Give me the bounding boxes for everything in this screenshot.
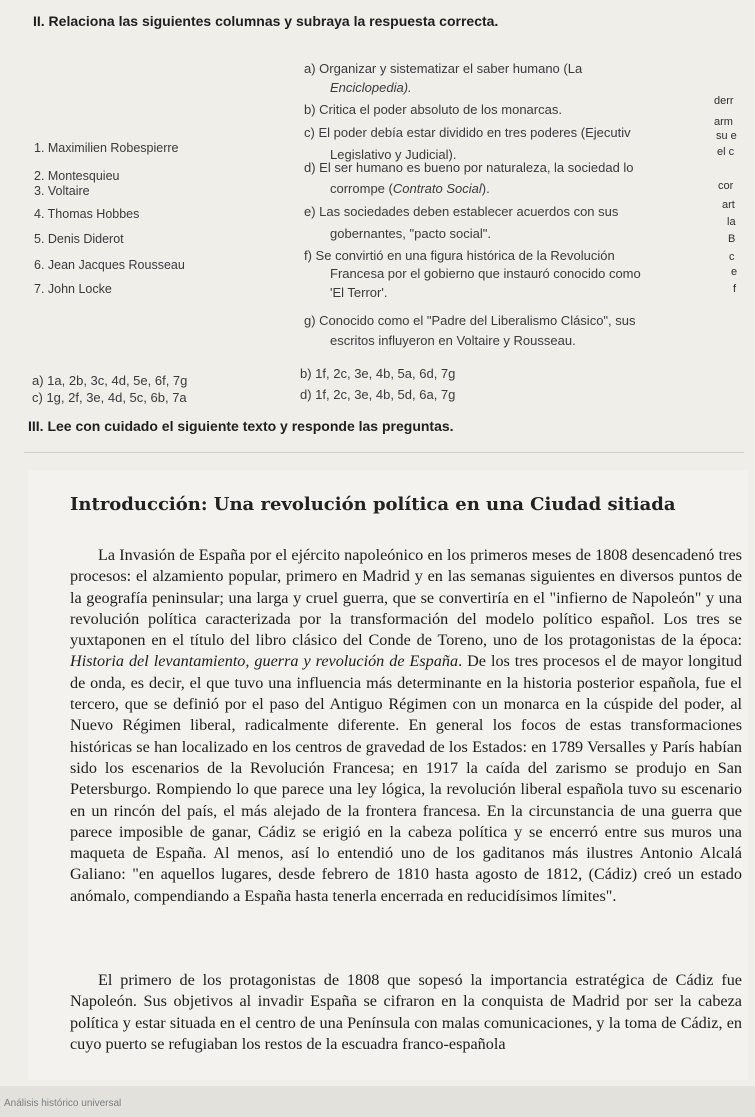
statement-c-line1: c) El poder debía estar dividido en tres poderes (Ejecutiv xyxy=(304,125,631,140)
statement-f-line1: f) Se convirtió en una figura histórica de la Revolución xyxy=(304,248,615,263)
statement-d-line2: corrompe (Contrato Social). xyxy=(330,181,490,196)
section-2-title: II. Relaciona las siguientes columnas y subraya la respuesta correcta. xyxy=(33,13,499,29)
answer-option-b[interactable]: b) 1f, 2c, 3e, 4b, 5a, 6d, 7g xyxy=(300,366,456,381)
answer-option-a[interactable]: a) 1a, 2b, 3c, 4d, 5e, 6f, 7g xyxy=(32,373,188,388)
statement-a-line1: a) Organizar y sistematizar el saber humano (La xyxy=(304,61,583,76)
reading-paragraph-1: La Invasión de España por el ejército napoleónico en los primeros meses de 1808 desencadenó tres procesos: el alzamiento popular, primero en Madrid y en las semanas siguientes en diversos puntos de la geografía peninsular; una larga y cruel guerra, que se convertiría en el "infierno de Napoleón" y una revolución política caracterizada por la transformación del modelo político español. Los tres se yuxtaponen en el título del libro clásico del Conde de Toreno, uno de los protagonistas de la época: Historia del levantamiento, guerra y revolución de España. De los tres procesos el de mayor longitud de onda, es decir, el que tuvo una influencia más determinante en la historia posterior española, fue el tercero, que se definió por el paso del Antiguo Régimen con un monarca en la cúspide del poder, al Nuevo Régimen liberal, radicalmente diferente. En general los focos de estas transformaciones históricas se han localizado en los centros de gravedad de los Estados: en 1789 Versalles y París habían sido los escenarios de la Revolución Francesa; en 1917 la caída del zarismo se produjo en San Petersburgo. Rompiendo lo que parece una ley lógica, la revolución liberal española tuvo su escenario en un rincón del país, el más alejado de la frontera francesa. En la circunstancia de una guerra que parece imposible de ganar, Cádiz se erigió en la cabeza política y se encerró entre sus muros una maqueta de España. Al menos, así lo entendió uno de los gaditanos más ilustres Antonio Alcalá Galiano: "en aquellos lugares, desde febrero de 1810 hasta agosto de 1812, (Cádiz) creó un estado anómalo, compendiando a España hasta tenerla encerrada en reducidísimos límites". xyxy=(70,546,742,905)
fragment-text: el c xyxy=(717,146,735,158)
person-4: 4. Thomas Hobbes xyxy=(34,207,140,221)
reading-paragraph-2: El primero de los protagonistas de 1808 que sopesó la importancia estratégica de Cádiz fue Napoleón. Sus objetivos al invadir España se cifraron en la conquista de Madrid por ser la cabeza política y estar situada en el centro de una Península con malas comunicaciones, y la toma de Cádiz, en cuyo puerto se refugiaban los restos de la escuadra franco-española xyxy=(70,971,742,1053)
divider xyxy=(24,452,744,453)
section-3-title: III. Lee con cuidado el siguiente texto y responde las preguntas. xyxy=(28,418,454,434)
fragment-text: art xyxy=(722,199,735,211)
statement-b: b) Critica el poder absoluto de los monarcas. xyxy=(304,102,562,117)
fragment-text: f xyxy=(733,283,737,295)
statement-f-line2: Francesa por el gobierno que instauró conocido como xyxy=(330,266,641,281)
person-1: 1. Maximilien Robespierre xyxy=(34,141,179,155)
person-5: 5. Denis Diderot xyxy=(34,232,124,246)
reading-title: Introducción: Una revolución política en una Ciudad sitiada xyxy=(70,494,676,515)
answer-option-c[interactable]: c) 1g, 2f, 3e, 4d, 5c, 6b, 7a xyxy=(32,390,187,405)
fragment-text: la xyxy=(727,216,736,228)
footer-text: Análisis histórico universal xyxy=(4,1098,122,1109)
statement-d-line1: d) El ser humano es bueno por naturaleza, la sociedad lo xyxy=(304,160,634,175)
person-7: 7. John Locke xyxy=(34,282,112,296)
fragment-text: cor xyxy=(718,180,734,192)
person-3: 3. Voltaire xyxy=(34,184,90,198)
answer-option-d[interactable]: d) 1f, 2c, 3e, 4b, 5d, 6a, 7g xyxy=(300,387,456,402)
person-6: 6. Jean Jacques Rousseau xyxy=(34,258,185,272)
fragment-text: c xyxy=(729,251,735,263)
fragment-text: arm xyxy=(714,116,733,128)
statement-e-line2: gobernantes, "pacto social". xyxy=(330,226,491,241)
fragment-text: su e xyxy=(716,130,737,142)
person-2: 2. Montesquieu xyxy=(34,169,120,183)
statement-g-line2: escritos influyeron en Voltaire y Rousseau. xyxy=(330,333,576,348)
statement-e-line1: e) Las sociedades deben establecer acuerdos con sus xyxy=(304,204,619,219)
fragment-text: e xyxy=(731,266,738,278)
statement-f-line3: 'El Terror'. xyxy=(330,285,388,300)
fragment-text: B xyxy=(728,233,736,245)
statement-g-line1: g) Conocido como el "Padre del Liberalismo Clásico", sus xyxy=(304,313,636,328)
statement-a-line2: Enciclopedia). xyxy=(330,80,412,95)
statement-c-line2: Legislativo y Judicial). xyxy=(330,147,457,162)
fragment-text: derr xyxy=(714,95,734,107)
